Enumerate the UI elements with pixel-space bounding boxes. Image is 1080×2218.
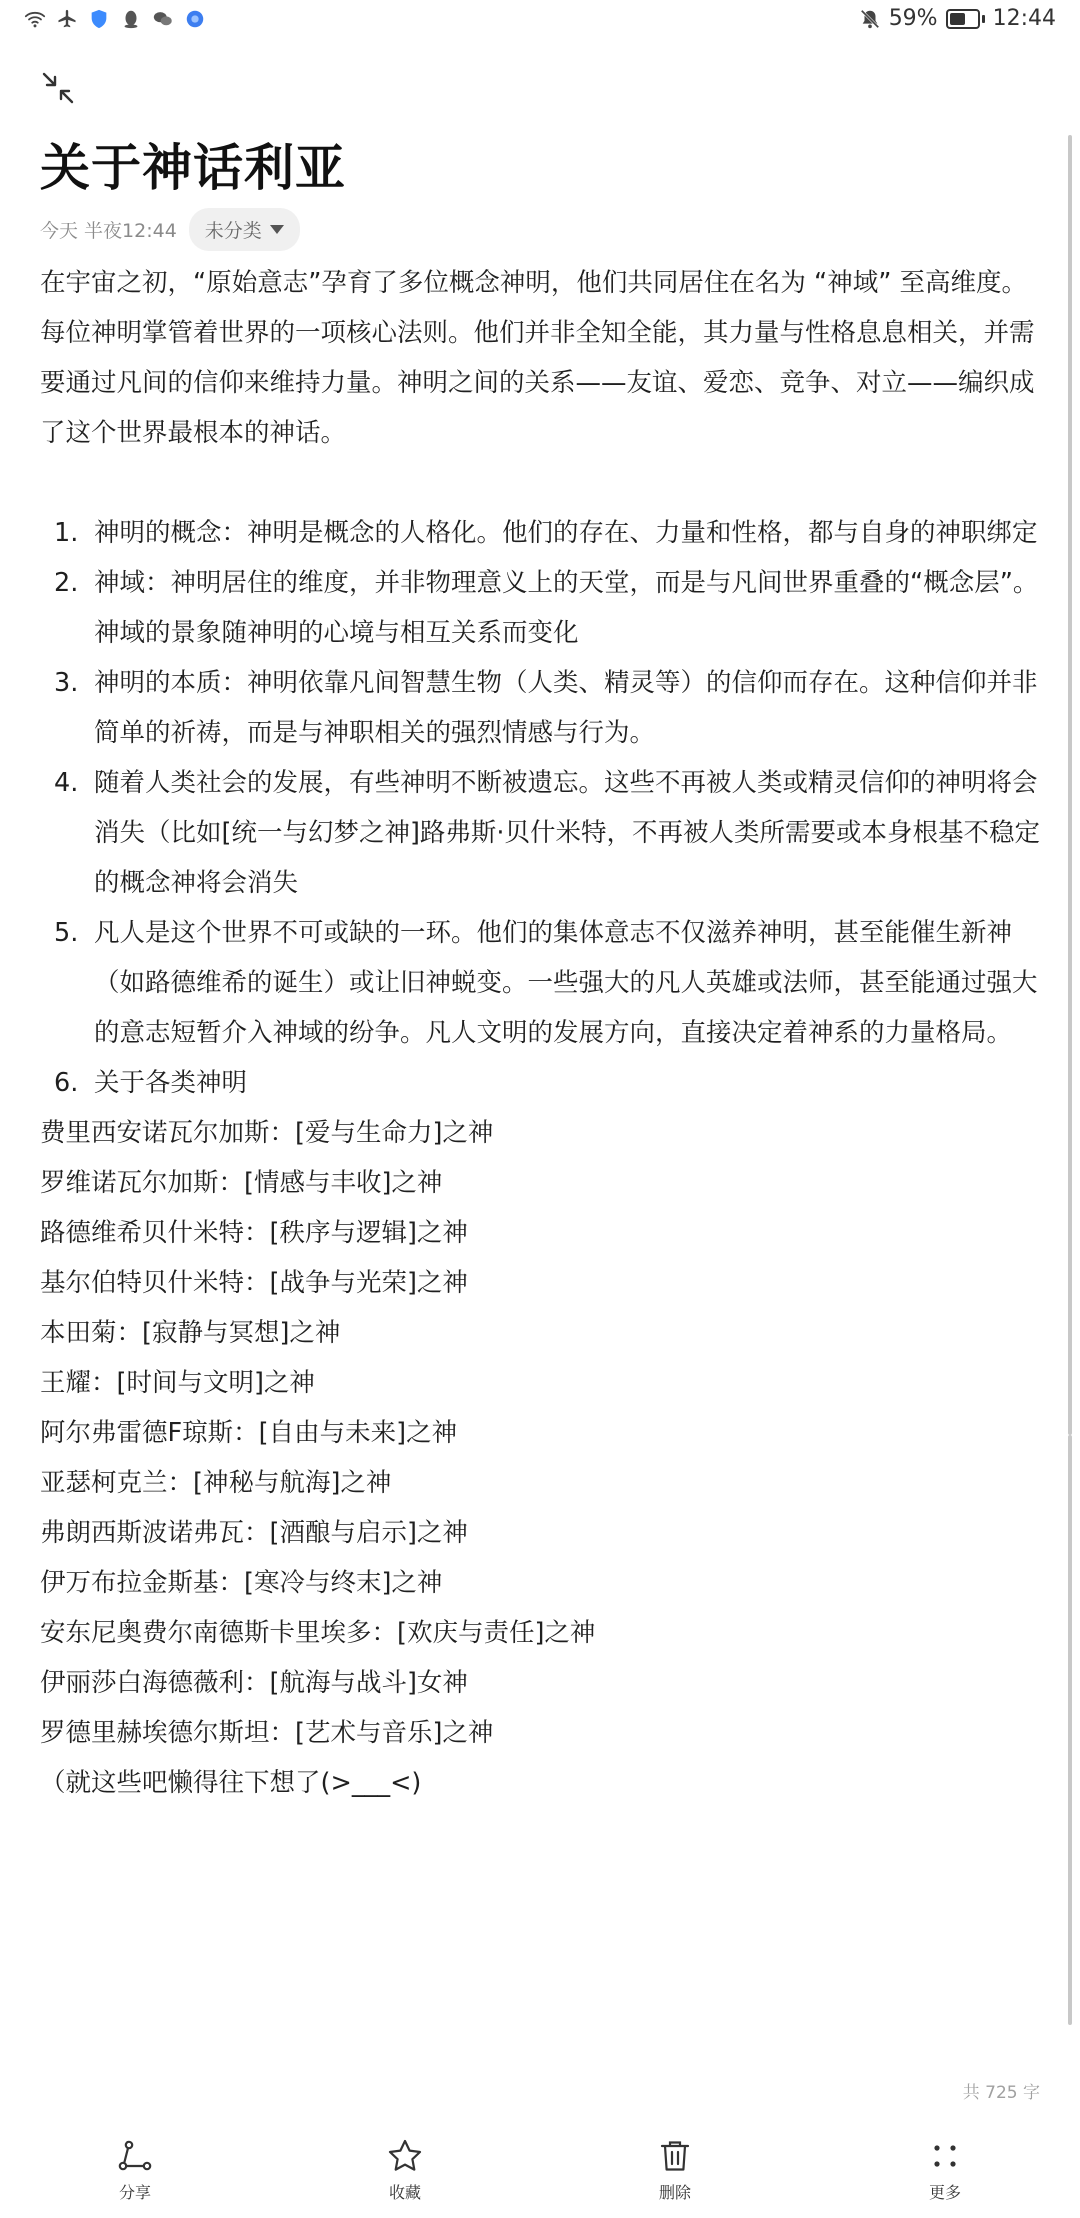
- god-entry: 伊丽莎白海德薇利：[航海与战斗]女神: [40, 1668, 468, 1698]
- status-bar: [0, 0, 1080, 44]
- list-text: 神明的概念：神明是概念的人格化。他们的存在、力量和性格，都与自身的神职绑定: [94, 518, 1038, 548]
- god-entry: 弗朗西斯波诺弗瓦：[酒酿与启示]之神: [40, 1518, 468, 1548]
- list-number: 4.: [54, 768, 79, 798]
- list-item: [40, 558, 1040, 658]
- list-number: 2.: [54, 568, 79, 598]
- god-entry: 费里西安诺瓦尔加斯：[爱与生命力]之神: [40, 1118, 494, 1148]
- list-item: [40, 908, 1040, 1058]
- browser-icon: [184, 8, 206, 30]
- list-text: 凡人是这个世界不可或缺的一环。他们的集体意志不仅滋养神明，甚至能催生新神（如路德维希的诞生）或让旧神蜕变。一些强大的凡人英雄或法师，甚至能通过强大的意志短暂介入神域的纷争。凡人文明的发展方向，直接决定着神系的力量格局。: [94, 918, 1038, 1048]
- list-item: [40, 508, 1040, 558]
- god-entry: 王耀：[时间与文明]之神: [40, 1368, 315, 1398]
- delete-button[interactable]: [540, 2130, 810, 2218]
- list-item: [40, 658, 1040, 758]
- qq-icon: [120, 8, 142, 30]
- clock: 12:44: [992, 6, 1056, 31]
- list-item: [40, 1058, 1040, 1108]
- trash-icon: [655, 2136, 695, 2176]
- god-entry: 路德维希贝什米特：[秩序与逻辑]之神: [40, 1218, 468, 1248]
- status-icons-right: [859, 6, 1056, 31]
- share-button[interactable]: [0, 2130, 270, 2218]
- god-entry: 基尔伯特贝什米特：[战争与光荣]之神: [40, 1268, 468, 1298]
- scrollbar-thumb[interactable]: [1068, 1435, 1072, 2025]
- more-label: 更多: [928, 2183, 961, 2202]
- note-date: 今天 半夜12:44: [40, 220, 177, 242]
- list-text: 神明的本质：神明依靠凡间智慧生物（人类、精灵等）的信仰而存在。这种信仰并非简单的祈祷，而是与神职相关的强烈情感与行为。: [94, 668, 1038, 748]
- caret-down-icon: [270, 225, 284, 234]
- battery-percent: 59%: [888, 6, 938, 31]
- god-entry: 罗德里赫埃德尔斯坦：[艺术与音乐]之神: [40, 1718, 494, 1748]
- word-count: 共 725 字: [962, 2083, 1040, 2103]
- scrollbar-upper[interactable]: [1068, 135, 1072, 1435]
- more-button[interactable]: [810, 2130, 1080, 2218]
- airplane-icon: [56, 8, 78, 30]
- status-icons-left: [24, 8, 206, 30]
- list-text: 随着人类社会的发展，有些神明不断被遗忘。这些不再被人类或精灵信仰的神明将会消失（比如[统一与幻梦之神]路弗斯·贝什米特，不再被人类所需要或本身根基不稳定的概念神将会消失: [94, 768, 1041, 898]
- god-entry: 罗维诺瓦尔加斯：[情感与丰收]之神: [40, 1168, 443, 1198]
- list-number: 5.: [54, 918, 79, 948]
- note-title[interactable]: 关于神话利亚: [40, 139, 346, 197]
- list-number: 3.: [54, 668, 79, 698]
- intro-paragraph: 在宇宙之初，“原始意志”孕育了多位概念神明，他们共同居住在名为 “神域” 至高维度。每位神明掌管着世界的一项核心法则。他们并非全知全能，其力量与性格息息相关，并需要通过凡间的信仰来维持力量。神明之间的关系——友谊、爱恋、竞争、对立——编织成了这个世界最根本的神话。: [40, 268, 1035, 448]
- god-entry: 伊万布拉金斯基：[寒冷与终末]之神: [40, 1568, 443, 1598]
- god-entry: 亚瑟柯克兰：[神秘与航海]之神: [40, 1468, 392, 1498]
- wechat-icon: [152, 8, 174, 30]
- collapse-icon[interactable]: [40, 70, 76, 106]
- shield-icon: [88, 8, 110, 30]
- share-icon: [115, 2136, 155, 2176]
- wifi-icon: [24, 8, 46, 30]
- numbered-list: [40, 508, 1040, 1108]
- more-icon: [925, 2136, 965, 2176]
- category-dropdown[interactable]: [189, 208, 300, 251]
- delete-label: 删除: [658, 2183, 691, 2202]
- note-body[interactable]: [40, 258, 1040, 1808]
- note-meta: [40, 208, 300, 251]
- blank-line: [40, 458, 1040, 508]
- share-label: 分享: [118, 2183, 151, 2202]
- god-entry: 本田菊：[寂静与冥想]之神: [40, 1318, 341, 1348]
- favorite-button[interactable]: [270, 2130, 540, 2218]
- list-item: [40, 758, 1040, 908]
- list-number: 1.: [54, 518, 79, 548]
- closing-line: （就这些吧懒得往下想了(>___<): [40, 1768, 422, 1798]
- god-entry: 阿尔弗雷德F琼斯：[自由与未来]之神: [40, 1418, 458, 1448]
- god-entry: 安东尼奥费尔南德斯卡里埃多：[欢庆与责任]之神: [40, 1618, 596, 1648]
- category-label: 未分类: [204, 220, 262, 242]
- mute-bell-icon: [859, 8, 881, 30]
- list-text: 关于各类神明: [94, 1068, 248, 1098]
- list-number: 6.: [54, 1068, 79, 1098]
- bottom-toolbar: [0, 2130, 1080, 2218]
- star-icon: [385, 2136, 425, 2176]
- favorite-label: 收藏: [388, 2183, 421, 2202]
- list-text: 神域：神明居住的维度，并非物理意义上的天堂，而是与凡间世界重叠的“概念层”。神域的景象随神明的心境与相互关系而变化: [94, 568, 1039, 648]
- battery-icon: [946, 9, 985, 29]
